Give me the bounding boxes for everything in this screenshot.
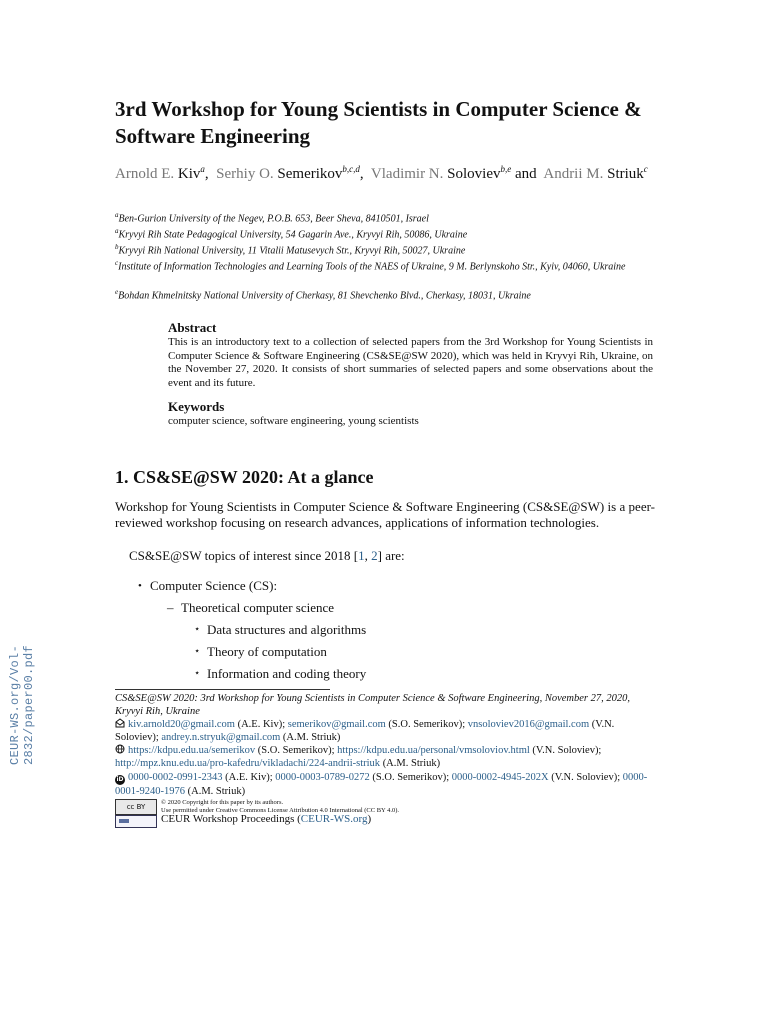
body-text-segment: CS&SE@SW topics of interest since 2018 [ xyxy=(129,548,359,563)
homepage-link[interactable]: http://mpz.knu.edu.ua/pro-kafedru/vikladachi/224-andrii-striuk xyxy=(115,758,381,769)
affiliation-text: Ben-Gurion University of the Negev, P.O.B. 653, Beer Sheva, 8410501, Israel xyxy=(118,213,429,225)
keywords-text: computer science, software engineering, young scientists xyxy=(168,415,419,427)
email-link[interactable]: andrey.n.stryuk@gmail.com xyxy=(161,732,281,743)
author-family-name: Striuk xyxy=(607,166,644,182)
affiliation-text: Institute of Information Technologies and Learning Tools of the NAES of Ukraine, 9 M. Berlynskoho Str., Kyiv, 04060, Ukraine xyxy=(118,261,626,273)
abstract-text: This is an introductory text to a collection of selected papers from the 3rd Workshop for Young Scientists in Computer Science & Software Engineering (CS&SE@SW 2020), which was held in Kryvyi Rih, Ukraine, on the November 27, 2020. It consists of short summaries of selected papers and some observations about the event and its future. xyxy=(168,336,653,389)
author-affiliation-mark: b,e xyxy=(500,164,512,174)
list-item-text: Information and coding theory xyxy=(207,666,367,681)
orcid-link[interactable]: 0000-0003-0789-0272 xyxy=(275,772,370,783)
author-ref: (S.O. Semerikov); xyxy=(372,772,450,783)
cc-by-license-icon: cc BY xyxy=(115,799,157,815)
globe-icon xyxy=(115,744,125,754)
affiliation-text: Kryvyi Rih National University, 11 Vitalii Matusevych Str., Kryvyi Rih, 50027, Ukraine xyxy=(118,245,466,257)
author-ref: (V.N. Soloviev); xyxy=(115,719,615,743)
email-link[interactable]: semerikov@gmail.com xyxy=(287,719,386,730)
author-affiliation-mark: b,c,d xyxy=(342,164,360,174)
author-ref: (A.M. Striuk) xyxy=(187,786,246,797)
author-family-name: Kiv xyxy=(177,166,201,182)
ceur-link[interactable]: CEUR-WS.org xyxy=(300,813,368,825)
envelope-icon xyxy=(115,718,125,728)
homepage-link[interactable]: https://kdpu.edu.ua/semerikov xyxy=(128,745,256,756)
body-paragraph xyxy=(115,548,655,564)
arxiv-side-label[interactable]: CEUR-WS.org/Vol-2832/paper00.pdf xyxy=(8,644,36,765)
ceur-proceedings xyxy=(161,813,371,826)
orcid-link[interactable]: 0000-0002-0991-2343 xyxy=(128,772,223,783)
author-family-name: Soloviev xyxy=(447,166,501,182)
author-ref: (A.M. Striuk) xyxy=(282,732,341,743)
author-given-name: Arnold E. xyxy=(115,166,175,182)
footnote-orcids xyxy=(115,771,655,798)
affiliation-text: Kryvyi Rih State Pedagogical University, 54 Gagarin Ave., Kryvyi Rih, 50086, Ukraine xyxy=(118,229,468,241)
footnote-conference: CS&SE@SW 2020: 3rd Workshop for Young Scientists in Computer Science & Software Engineering, November 27, 2020, Kryvyi Rih, Ukraine xyxy=(115,693,630,717)
author-given-name: Andrii M. xyxy=(543,166,604,182)
abstract-section xyxy=(168,320,653,429)
section-heading: 1. CS&SE@SW 2020: At a glance xyxy=(115,467,374,487)
citation-link[interactable]: 1 xyxy=(358,548,365,563)
ceur-logo-icon xyxy=(115,815,157,828)
citation-link[interactable]: 2 xyxy=(371,548,378,563)
license-note: Use permitted under Creative Commons License Attribution 4.0 International (CC BY 4.0). xyxy=(161,807,400,814)
homepage-link[interactable]: https://kdpu.edu.ua/personal/vmsoloviov.html xyxy=(337,745,530,756)
ceur-text-segment: CEUR Workshop Proceedings ( xyxy=(161,813,301,825)
affiliation-mark: e xyxy=(115,288,119,296)
orcid-link[interactable]: 0000-0002-4945-202X xyxy=(451,772,549,783)
footnote-rule xyxy=(115,689,330,690)
author-list: Arnold E. Kiv$^a$, Serhiy O. Semerikov$^{b,c,d}$, Vladimir N. Soloviev$^{b,e}$ and Andrii M. Striuk$^c$ xyxy=(115,164,648,182)
body-text-segment: , xyxy=(364,548,372,563)
author-ref: (A.M. Striuk) xyxy=(382,758,441,769)
affiliation-mark: b xyxy=(115,243,119,251)
author-ref: (A.E. Kiv); xyxy=(237,719,286,730)
keywords-heading: Keywords xyxy=(168,399,225,414)
bullet-icon: • xyxy=(138,580,142,592)
list-item-text: Computer Science (CS): xyxy=(150,578,278,593)
author-ref: (S.O. Semerikov); xyxy=(257,745,335,756)
star-icon: ⋆ xyxy=(194,624,201,635)
list-item-text: Data structures and algorithms xyxy=(207,622,367,637)
author-ref: (V.N. Soloviev); xyxy=(551,772,621,783)
affiliation xyxy=(115,209,655,225)
email-link[interactable]: kiv.arnold20@gmail.com xyxy=(128,719,235,730)
author-ref: (S.O. Semerikov); xyxy=(388,719,466,730)
footnote-emails xyxy=(115,718,655,744)
footnote-urls xyxy=(115,744,655,770)
abstract-heading: Abstract xyxy=(168,320,217,335)
author-given-name: Vladimir N. xyxy=(370,166,444,182)
body-text-segment: ] are: xyxy=(377,548,405,563)
author-ref: (A.E. Kiv); xyxy=(225,772,273,783)
affiliation xyxy=(115,225,655,241)
author-ref: (V.N. Soloviev); xyxy=(532,745,602,756)
author-and: and xyxy=(515,166,537,182)
orcid-link[interactable]: 0000-0001-9240-1976 xyxy=(115,772,648,797)
affiliation xyxy=(115,257,655,273)
author-affiliation-mark: c xyxy=(643,164,648,174)
ceur-text-segment: ) xyxy=(367,813,372,825)
body-paragraph: Workshop for Young Scientists in Computer Science & Software Engineering (CS&SE@SW) is a peer-reviewed workshop focusing on research advances, applications of information technologies. xyxy=(115,499,655,530)
affiliation xyxy=(115,286,655,302)
affiliation-text: Bohdan Khmelnitsky National University of Cherkasy, 81 Shevchenko Blvd., Cherkasy, 18031, Ukraine xyxy=(118,290,531,302)
author-given-name: Serhiy O. xyxy=(216,166,274,182)
star-icon: ⋆ xyxy=(194,646,201,657)
author-family-name: Semerikov xyxy=(277,166,343,182)
author-affiliation-mark: a xyxy=(200,164,205,174)
email-link[interactable]: vnsoloviev2016@gmail.com xyxy=(467,719,590,730)
affiliation xyxy=(115,241,655,257)
copyright-note: © 2020 Copyright for this paper by its authors. xyxy=(161,799,284,806)
list-item-text: Theoretical computer science xyxy=(181,600,335,615)
paper-title: 3rd Workshop for Young Scientists in Computer Science & Software Engineering xyxy=(115,97,642,148)
list-item-text: Theory of computation xyxy=(207,644,327,659)
affiliation-mark: c xyxy=(115,259,119,267)
affiliation-mark: a xyxy=(115,211,119,219)
star-icon: ⋆ xyxy=(194,668,201,679)
dash-icon: – xyxy=(167,600,174,615)
affiliation-mark: a xyxy=(115,227,119,235)
orcid-icon: iD xyxy=(116,776,124,783)
